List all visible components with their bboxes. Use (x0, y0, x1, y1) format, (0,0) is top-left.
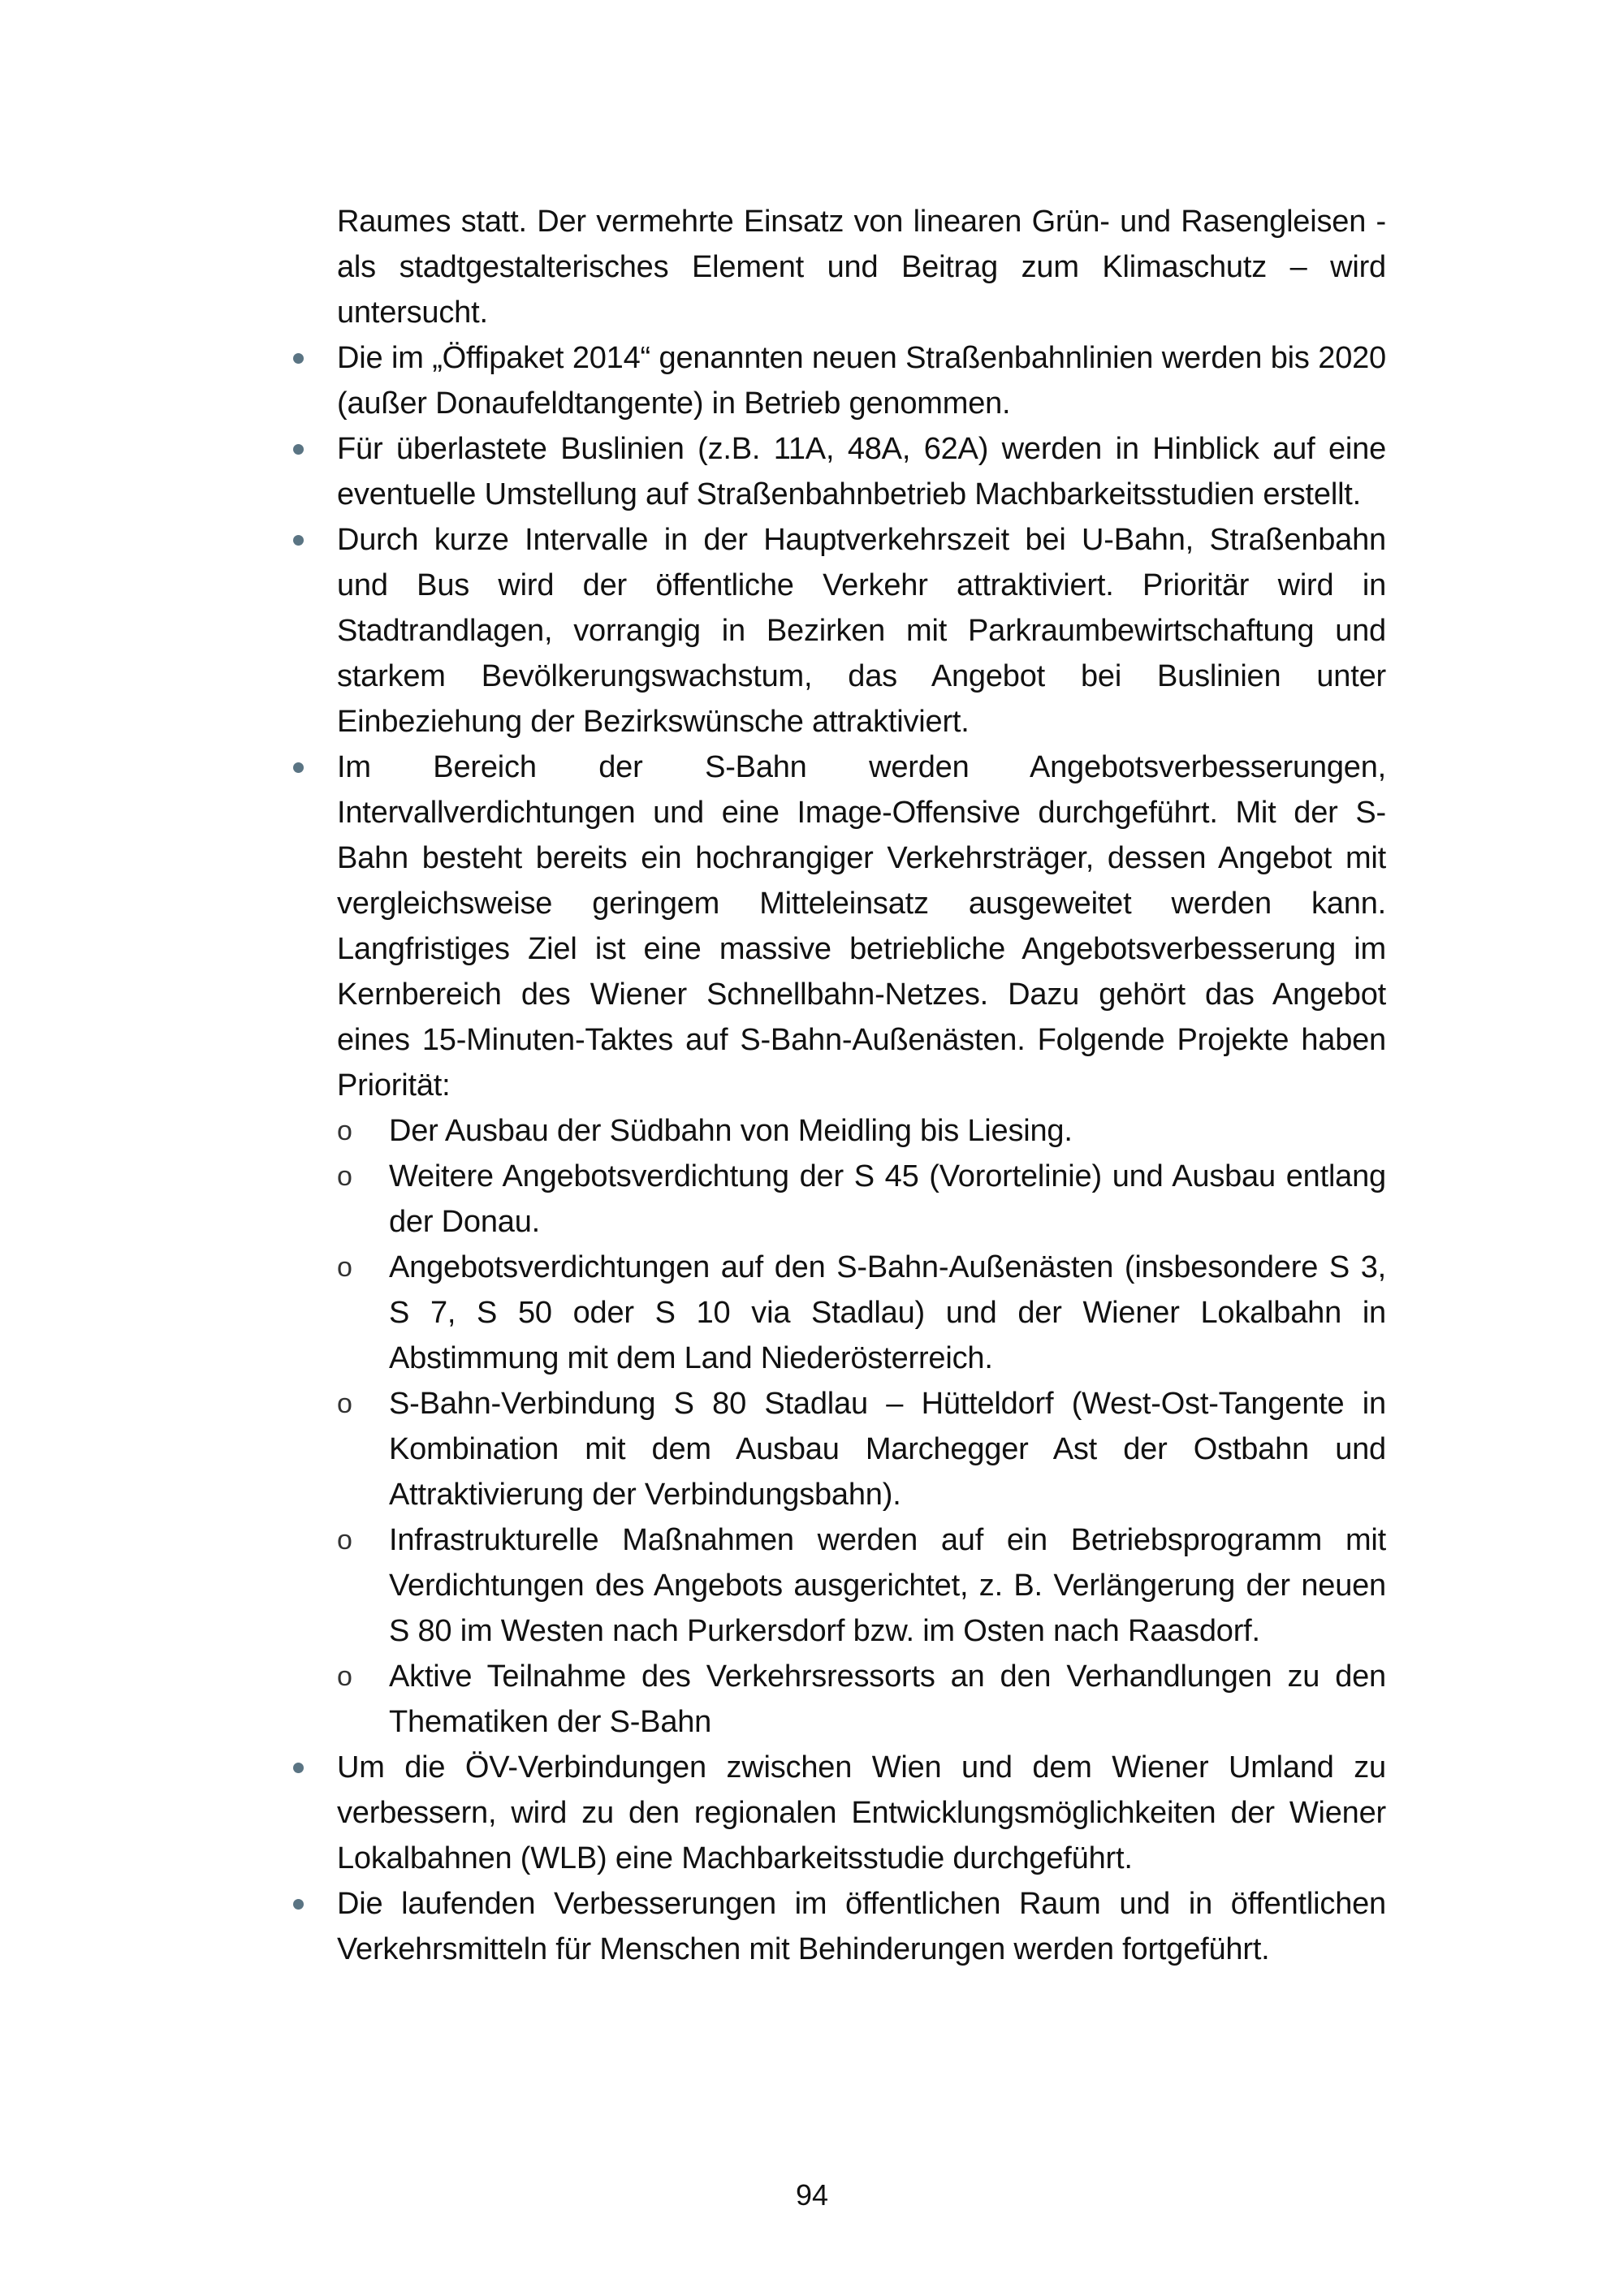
page-number: 94 (795, 2178, 829, 2212)
sub-list-item-text: Aktive Teilnahme des Verkehrsressorts an den Verhandlungen zu den Thematiken der S-Bahn (389, 1659, 1386, 1739)
list-item (337, 1745, 1386, 1881)
bullet-dot-icon (293, 535, 304, 546)
circle-bullet-icon: o (337, 1661, 352, 1692)
list-item-text: Im Bereich der S-Bahn werden Angebotsverbesserungen, Intervallverdichtungen und eine Image-Offensive durchgeführt. Mit der S-Bahn besteht bereits ein hochrangiger Verkehrsträger, dessen Angebot mit vergleichsweise geringem Mitteleinsatz ausgeweitet werden kann. Langfristiges Ziel ist eine massive betriebliche Angebotsverbesserung im Kernbereich des Wiener Schnellbahn-Netzes. Dazu gehört das Angebot eines 15-Minuten-Taktes auf S-Bahn-Außenästen. Folgende Projekte haben Priorität: (337, 750, 1386, 1103)
circle-bullet-icon: o (337, 1252, 352, 1283)
sub-list-item (337, 1108, 1386, 1154)
page-body (337, 199, 1386, 1972)
sub-list-item (337, 1245, 1386, 1381)
sub-list-item-text: S-Bahn-Verbindung S 80 Stadlau – Hütteldorf (West-Ost-Tangente in Kombination mit dem Ausbau Marchegger Ast der Ostbahn und Attraktivierung der Verbindungsbahn). (389, 1387, 1386, 1512)
list-item-text: Die im „Öffipaket 2014“ genannten neuen Straßenbahnlinien werden bis 2020 (außer Donaufeldtangente) in Betrieb genommen. (337, 341, 1386, 421)
list-item (337, 517, 1386, 744)
list-item-text: Für überlastete Buslinien (z.B. 11A, 48A, 62A) werden in Hinblick auf eine eventuelle Umstellung auf Straßenbahnbetrieb Machbarkeitsstudien erstellt. (337, 432, 1386, 511)
list-item (337, 335, 1386, 426)
list-item-text: Um die ÖV-Verbindungen zwischen Wien und dem Wiener Umland zu verbessern, wird zu den regionalen Entwicklungsmöglichkeiten der Wiener Lokalbahnen (WLB) eine Machbarkeitsstudie durchgeführt. (337, 1750, 1386, 1875)
sub-bullet-list (337, 1108, 1386, 1745)
bullet-dot-icon (293, 444, 304, 455)
circle-bullet-icon: o (337, 1388, 352, 1419)
main-bullet-list (337, 335, 1386, 1972)
circle-bullet-icon: o (337, 1161, 352, 1192)
sub-list-item-text: Angebotsverdichtungen auf den S-Bahn-Außenästen (insbesondere S 3, S 7, S 50 oder S 10 via Stadlau) und der Wiener Lokalbahn in Abstimmung mit dem Land Niederösterreich. (389, 1250, 1386, 1375)
bullet-dot-icon (293, 1763, 304, 1773)
list-item (337, 426, 1386, 517)
list-item (337, 744, 1386, 1745)
sub-list-item (337, 1154, 1386, 1245)
bullet-dot-icon (293, 353, 304, 364)
bullet-dot-icon (293, 1899, 304, 1910)
sub-list-item (337, 1517, 1386, 1654)
circle-bullet-icon: o (337, 1116, 352, 1146)
circle-bullet-icon: o (337, 1525, 352, 1556)
list-item (337, 1881, 1386, 1972)
bullet-dot-icon (293, 762, 304, 773)
sub-list-item (337, 1381, 1386, 1517)
intro-continuation-paragraph: Raumes statt. Der vermehrte Einsatz von linearen Grün- und Rasengleisen - als stadtgestalterisches Element und Beitrag zum Klimaschutz – wird untersucht. (337, 205, 1386, 330)
list-item-text: Die laufenden Verbesserungen im öffentlichen Raum und in öffentlichen Verkehrsmitteln für Menschen mit Behinderungen werden fortgeführt. (337, 1887, 1386, 1966)
sub-list-item-text: Infrastrukturelle Maßnahmen werden auf ein Betriebsprogramm mit Verdichtungen des Angebots ausgerichtet, z. B. Verlängerung der neuen S 80 im Westen nach Purkersdorf bzw. im Osten nach Raasdorf. (389, 1523, 1386, 1648)
sub-list-item-text: Der Ausbau der Südbahn von Meidling bis Liesing. (389, 1114, 1073, 1148)
list-item-text: Durch kurze Intervalle in der Hauptverkehrszeit bei U-Bahn, Straßenbahn und Bus wird der öffentliche Verkehr attraktiviert. Prioritär wird in Stadtrandlagen, vorrangig in Bezirken mit Parkraumbewirtschaftung und starkem Bevölkerungswachstum, das Angebot bei Buslinien unter Einbeziehung der Bezirkswünsche attraktiviert. (337, 523, 1386, 739)
sub-list-item-text: Weitere Angebotsverdichtung der S 45 (Vorortelinie) und Ausbau entlang der Donau. (389, 1159, 1386, 1239)
sub-list-item (337, 1654, 1386, 1745)
